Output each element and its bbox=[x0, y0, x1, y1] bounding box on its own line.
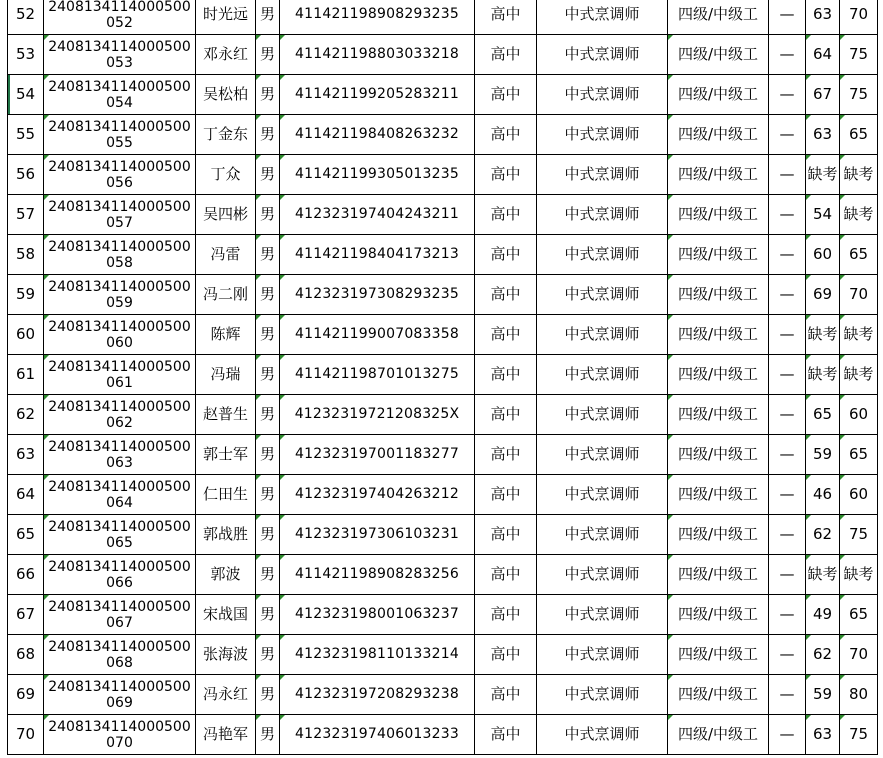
score-table bbox=[7, 0, 878, 755]
id-number-cell[interactable]: 412323198110133214 bbox=[280, 635, 475, 675]
occupation-cell[interactable]: 中式烹调师 bbox=[537, 235, 668, 275]
practical-score-cell[interactable]: 缺考 bbox=[840, 155, 878, 195]
id-number-cell[interactable]: 412323197406013233 bbox=[280, 715, 475, 755]
id-number-cell[interactable]: 411421199305013235 bbox=[280, 155, 475, 195]
education-cell[interactable]: 高中 bbox=[475, 355, 537, 395]
practical-score-cell[interactable]: 缺考 bbox=[840, 355, 878, 395]
name-cell[interactable]: 丁众 bbox=[196, 155, 256, 195]
name-cell[interactable]: 时光远 bbox=[196, 0, 256, 35]
education-cell[interactable]: 高中 bbox=[475, 475, 537, 515]
dash-cell[interactable]: — bbox=[769, 155, 806, 195]
ticket-id-cell[interactable]: 2408134114000500057 bbox=[44, 195, 196, 235]
practical-score-cell[interactable]: 75 bbox=[840, 75, 878, 115]
practical-score-cell[interactable]: 75 bbox=[840, 515, 878, 555]
theory-score-cell[interactable]: 62 bbox=[806, 515, 840, 555]
id-number-cell[interactable]: 412323198001063237 bbox=[280, 595, 475, 635]
level-cell[interactable]: 四级/中级工 bbox=[668, 115, 769, 155]
ticket-id-cell[interactable]: 2408134114000500061 bbox=[44, 355, 196, 395]
level-cell[interactable]: 四级/中级工 bbox=[668, 555, 769, 595]
practical-score-cell[interactable]: 65 bbox=[840, 435, 878, 475]
dash-cell[interactable]: — bbox=[769, 715, 806, 755]
gender-cell[interactable]: 男 bbox=[256, 435, 280, 475]
education-cell[interactable]: 高中 bbox=[475, 275, 537, 315]
table-row bbox=[8, 0, 878, 35]
ticket-id-cell[interactable]: 2408134114000500063 bbox=[44, 435, 196, 475]
occupation-cell[interactable]: 中式烹调师 bbox=[537, 675, 668, 715]
occupation-cell[interactable]: 中式烹调师 bbox=[537, 715, 668, 755]
ticket-id-cell[interactable]: 2408134114000500070 bbox=[44, 715, 196, 755]
name-cell[interactable]: 张海波 bbox=[196, 635, 256, 675]
ticket-id-cell[interactable]: 2408134114000500062 bbox=[44, 395, 196, 435]
occupation-cell[interactable]: 中式烹调师 bbox=[537, 435, 668, 475]
practical-score-cell[interactable]: 65 bbox=[840, 595, 878, 635]
level-cell[interactable]: 四级/中级工 bbox=[668, 635, 769, 675]
theory-score-cell[interactable]: 63 bbox=[806, 0, 840, 35]
level-cell[interactable]: 四级/中级工 bbox=[668, 235, 769, 275]
ticket-id-cell[interactable]: 2408134114000500059 bbox=[44, 275, 196, 315]
level-cell[interactable]: 四级/中级工 bbox=[668, 595, 769, 635]
row-number-cell[interactable]: 62 bbox=[8, 395, 44, 435]
dash-cell[interactable]: — bbox=[769, 355, 806, 395]
theory-score-cell[interactable]: 49 bbox=[806, 595, 840, 635]
name-cell[interactable]: 陈辉 bbox=[196, 315, 256, 355]
row-number-cell[interactable]: 61 bbox=[8, 355, 44, 395]
theory-score-cell[interactable]: 67 bbox=[806, 75, 840, 115]
row-number-cell[interactable]: 66 bbox=[8, 555, 44, 595]
table-row bbox=[8, 675, 878, 715]
id-number-cell[interactable]: 412323197001183277 bbox=[280, 435, 475, 475]
id-number-cell[interactable]: 411421198701013275 bbox=[280, 355, 475, 395]
occupation-cell[interactable]: 中式烹调师 bbox=[537, 595, 668, 635]
occupation-cell[interactable]: 中式烹调师 bbox=[537, 355, 668, 395]
education-cell[interactable]: 高中 bbox=[475, 515, 537, 555]
gender-cell[interactable]: 男 bbox=[256, 235, 280, 275]
sheet-edge bbox=[879, 0, 883, 758]
gender-cell[interactable]: 男 bbox=[256, 395, 280, 435]
name-cell[interactable]: 冯瑞 bbox=[196, 355, 256, 395]
theory-score-cell[interactable]: 缺考 bbox=[806, 155, 840, 195]
level-cell[interactable]: 四级/中级工 bbox=[668, 715, 769, 755]
table-row bbox=[8, 115, 878, 155]
id-number-cell[interactable]: 412323197306103231 bbox=[280, 515, 475, 555]
level-cell[interactable]: 四级/中级工 bbox=[668, 75, 769, 115]
id-number-cell[interactable]: 411421198908293235 bbox=[280, 0, 475, 35]
dash-cell[interactable]: — bbox=[769, 35, 806, 75]
theory-score-cell[interactable]: 59 bbox=[806, 435, 840, 475]
name-cell[interactable]: 冯永红 bbox=[196, 675, 256, 715]
row-number-cell[interactable]: 65 bbox=[8, 515, 44, 555]
theory-score-cell[interactable]: 60 bbox=[806, 235, 840, 275]
name-cell[interactable]: 郭波 bbox=[196, 555, 256, 595]
row-number-cell[interactable]: 60 bbox=[8, 315, 44, 355]
dash-cell[interactable]: — bbox=[769, 0, 806, 35]
occupation-cell[interactable]: 中式烹调师 bbox=[537, 395, 668, 435]
table-row bbox=[8, 475, 878, 515]
education-cell[interactable]: 高中 bbox=[475, 715, 537, 755]
id-number-cell[interactable]: 411421198908283256 bbox=[280, 555, 475, 595]
dash-cell[interactable]: — bbox=[769, 515, 806, 555]
practical-score-cell[interactable]: 65 bbox=[840, 235, 878, 275]
level-cell[interactable]: 四级/中级工 bbox=[668, 355, 769, 395]
education-cell[interactable]: 高中 bbox=[475, 595, 537, 635]
table-row bbox=[8, 235, 878, 275]
row-number-cell[interactable]: 70 bbox=[8, 715, 44, 755]
table-row bbox=[8, 635, 878, 675]
dash-cell[interactable]: — bbox=[769, 475, 806, 515]
ticket-id-cell[interactable]: 2408134114000500066 bbox=[44, 555, 196, 595]
id-number-cell[interactable]: 411421199007083358 bbox=[280, 315, 475, 355]
table-row bbox=[8, 155, 878, 195]
level-cell[interactable]: 四级/中级工 bbox=[668, 0, 769, 35]
occupation-cell[interactable]: 中式烹调师 bbox=[537, 635, 668, 675]
ticket-id-cell[interactable]: 2408134114000500068 bbox=[44, 635, 196, 675]
row-number-cell[interactable]: 58 bbox=[8, 235, 44, 275]
occupation-cell[interactable]: 中式烹调师 bbox=[537, 315, 668, 355]
education-cell[interactable]: 高中 bbox=[475, 115, 537, 155]
row-number-cell[interactable]: 64 bbox=[8, 475, 44, 515]
education-cell[interactable]: 高中 bbox=[475, 155, 537, 195]
table-row bbox=[8, 715, 878, 755]
level-cell[interactable]: 四级/中级工 bbox=[668, 435, 769, 475]
gender-cell[interactable]: 男 bbox=[256, 195, 280, 235]
name-cell[interactable]: 宋战国 bbox=[196, 595, 256, 635]
education-cell[interactable]: 高中 bbox=[475, 555, 537, 595]
gender-cell[interactable]: 男 bbox=[256, 555, 280, 595]
id-number-cell[interactable]: 411421199205283211 bbox=[280, 75, 475, 115]
dash-cell[interactable]: — bbox=[769, 115, 806, 155]
theory-score-cell[interactable]: 62 bbox=[806, 635, 840, 675]
row-number-cell[interactable]: 67 bbox=[8, 595, 44, 635]
id-number-cell[interactable]: 411421198408263232 bbox=[280, 115, 475, 155]
education-cell[interactable]: 高中 bbox=[475, 75, 537, 115]
occupation-cell[interactable]: 中式烹调师 bbox=[537, 0, 668, 35]
practical-score-cell[interactable]: 70 bbox=[840, 0, 878, 35]
practical-score-cell[interactable]: 70 bbox=[840, 275, 878, 315]
dash-cell[interactable]: — bbox=[769, 235, 806, 275]
id-number-cell[interactable]: 412323197404243211 bbox=[280, 195, 475, 235]
theory-score-cell[interactable]: 缺考 bbox=[806, 555, 840, 595]
gender-cell[interactable]: 男 bbox=[256, 115, 280, 155]
id-number-cell[interactable]: 412323197308293235 bbox=[280, 275, 475, 315]
dash-cell[interactable]: — bbox=[769, 75, 806, 115]
row-number-cell[interactable]: 68 bbox=[8, 635, 44, 675]
occupation-cell[interactable]: 中式烹调师 bbox=[537, 35, 668, 75]
level-cell[interactable]: 四级/中级工 bbox=[668, 515, 769, 555]
table-row bbox=[8, 315, 878, 355]
ticket-id-cell[interactable]: 2408134114000500058 bbox=[44, 235, 196, 275]
gender-cell[interactable]: 男 bbox=[256, 275, 280, 315]
education-cell[interactable]: 高中 bbox=[475, 35, 537, 75]
level-cell[interactable]: 四级/中级工 bbox=[668, 395, 769, 435]
occupation-cell[interactable]: 中式烹调师 bbox=[537, 475, 668, 515]
theory-score-cell[interactable]: 缺考 bbox=[806, 355, 840, 395]
name-cell[interactable]: 邓永红 bbox=[196, 35, 256, 75]
name-cell[interactable]: 冯二刚 bbox=[196, 275, 256, 315]
education-cell[interactable]: 高中 bbox=[475, 435, 537, 475]
theory-score-cell[interactable]: 69 bbox=[806, 275, 840, 315]
id-number-cell[interactable]: 412323197208293238 bbox=[280, 675, 475, 715]
theory-score-cell[interactable]: 65 bbox=[806, 395, 840, 435]
occupation-cell[interactable]: 中式烹调师 bbox=[537, 75, 668, 115]
gender-cell[interactable]: 男 bbox=[256, 35, 280, 75]
occupation-cell[interactable]: 中式烹调师 bbox=[537, 275, 668, 315]
theory-score-cell[interactable]: 54 bbox=[806, 195, 840, 235]
dash-cell[interactable]: — bbox=[769, 195, 806, 235]
education-cell[interactable]: 高中 bbox=[475, 635, 537, 675]
gender-cell[interactable]: 男 bbox=[256, 635, 280, 675]
occupation-cell[interactable]: 中式烹调师 bbox=[537, 515, 668, 555]
name-cell[interactable]: 冯艳军 bbox=[196, 715, 256, 755]
ticket-id-cell[interactable]: 2408134114000500053 bbox=[44, 35, 196, 75]
gender-cell[interactable]: 男 bbox=[256, 315, 280, 355]
practical-score-cell[interactable]: 缺考 bbox=[840, 555, 878, 595]
theory-score-cell[interactable]: 64 bbox=[806, 35, 840, 75]
practical-score-cell[interactable]: 65 bbox=[840, 115, 878, 155]
dash-cell[interactable]: — bbox=[769, 635, 806, 675]
gender-cell[interactable]: 男 bbox=[256, 515, 280, 555]
table-row bbox=[8, 355, 878, 395]
row-number-cell[interactable]: 57 bbox=[8, 195, 44, 235]
practical-score-cell[interactable]: 75 bbox=[840, 35, 878, 75]
row-number-cell[interactable]: 52 bbox=[8, 0, 44, 35]
gender-cell[interactable]: 男 bbox=[256, 155, 280, 195]
theory-score-cell[interactable]: 缺考 bbox=[806, 315, 840, 355]
ticket-id-cell[interactable]: 2408134114000500067 bbox=[44, 595, 196, 635]
practical-score-cell[interactable]: 缺考 bbox=[840, 195, 878, 235]
gender-cell[interactable]: 男 bbox=[256, 75, 280, 115]
education-cell[interactable]: 高中 bbox=[475, 235, 537, 275]
ticket-id-cell[interactable]: 2408134114000500069 bbox=[44, 675, 196, 715]
row-number-cell[interactable]: 54 bbox=[8, 75, 44, 115]
dash-cell[interactable]: — bbox=[769, 555, 806, 595]
ticket-id-cell[interactable]: 2408134114000500056 bbox=[44, 155, 196, 195]
occupation-cell[interactable]: 中式烹调师 bbox=[537, 155, 668, 195]
gender-cell[interactable]: 男 bbox=[256, 0, 280, 35]
education-cell[interactable]: 高中 bbox=[475, 0, 537, 35]
education-cell[interactable]: 高中 bbox=[475, 195, 537, 235]
theory-score-cell[interactable]: 46 bbox=[806, 475, 840, 515]
name-cell[interactable]: 吴松柏 bbox=[196, 75, 256, 115]
ticket-id-cell[interactable]: 2408134114000500065 bbox=[44, 515, 196, 555]
occupation-cell[interactable]: 中式烹调师 bbox=[537, 555, 668, 595]
gender-cell[interactable]: 男 bbox=[256, 475, 280, 515]
practical-score-cell[interactable]: 80 bbox=[840, 675, 878, 715]
dash-cell[interactable]: — bbox=[769, 275, 806, 315]
level-cell[interactable]: 四级/中级工 bbox=[668, 475, 769, 515]
ticket-id-cell[interactable]: 2408134114000500064 bbox=[44, 475, 196, 515]
table-row bbox=[8, 275, 878, 315]
table-row bbox=[8, 75, 878, 115]
name-cell[interactable]: 吴四彬 bbox=[196, 195, 256, 235]
table-row bbox=[8, 195, 878, 235]
row-number-cell[interactable]: 55 bbox=[8, 115, 44, 155]
row-number-cell[interactable]: 56 bbox=[8, 155, 44, 195]
dash-cell[interactable]: — bbox=[769, 315, 806, 355]
occupation-cell[interactable]: 中式烹调师 bbox=[537, 115, 668, 155]
name-cell[interactable]: 冯雷 bbox=[196, 235, 256, 275]
dash-cell[interactable]: — bbox=[769, 435, 806, 475]
table-row bbox=[8, 35, 878, 75]
table-row bbox=[8, 595, 878, 635]
gender-cell[interactable]: 男 bbox=[256, 715, 280, 755]
ticket-id-cell[interactable]: 2408134114000500054 bbox=[44, 75, 196, 115]
row-number-cell[interactable]: 53 bbox=[8, 35, 44, 75]
ticket-id-cell[interactable]: 2408134114000500052 bbox=[44, 0, 196, 35]
practical-score-cell[interactable]: 60 bbox=[840, 395, 878, 435]
gender-cell[interactable]: 男 bbox=[256, 355, 280, 395]
level-cell[interactable]: 四级/中级工 bbox=[668, 195, 769, 235]
theory-score-cell[interactable]: 63 bbox=[806, 715, 840, 755]
education-cell[interactable]: 高中 bbox=[475, 395, 537, 435]
name-cell[interactable]: 仁田生 bbox=[196, 475, 256, 515]
dash-cell[interactable]: — bbox=[769, 395, 806, 435]
education-cell[interactable]: 高中 bbox=[475, 675, 537, 715]
education-cell[interactable]: 高中 bbox=[475, 315, 537, 355]
row-number-cell[interactable]: 69 bbox=[8, 675, 44, 715]
row-number-cell[interactable]: 63 bbox=[8, 435, 44, 475]
table-row bbox=[8, 555, 878, 595]
theory-score-cell[interactable]: 63 bbox=[806, 115, 840, 155]
row-number-cell[interactable]: 59 bbox=[8, 275, 44, 315]
practical-score-cell[interactable]: 75 bbox=[840, 715, 878, 755]
practical-score-cell[interactable]: 缺考 bbox=[840, 315, 878, 355]
theory-score-cell[interactable]: 59 bbox=[806, 675, 840, 715]
ticket-id-cell[interactable]: 2408134114000500060 bbox=[44, 315, 196, 355]
level-cell[interactable]: 四级/中级工 bbox=[668, 315, 769, 355]
dash-cell[interactable]: — bbox=[769, 595, 806, 635]
gender-cell[interactable]: 男 bbox=[256, 595, 280, 635]
practical-score-cell[interactable]: 60 bbox=[840, 475, 878, 515]
name-cell[interactable]: 丁金东 bbox=[196, 115, 256, 155]
gender-cell[interactable]: 男 bbox=[256, 675, 280, 715]
name-cell[interactable]: 郭战胜 bbox=[196, 515, 256, 555]
level-cell[interactable]: 四级/中级工 bbox=[668, 155, 769, 195]
occupation-cell[interactable]: 中式烹调师 bbox=[537, 195, 668, 235]
level-cell[interactable]: 四级/中级工 bbox=[668, 275, 769, 315]
dash-cell[interactable]: — bbox=[769, 675, 806, 715]
name-cell[interactable]: 赵普生 bbox=[196, 395, 256, 435]
table-row bbox=[8, 395, 878, 435]
table-row bbox=[8, 515, 878, 555]
ticket-id-cell[interactable]: 2408134114000500055 bbox=[44, 115, 196, 155]
id-number-cell[interactable]: 411421198803033218 bbox=[280, 35, 475, 75]
name-cell[interactable]: 郭士军 bbox=[196, 435, 256, 475]
level-cell[interactable]: 四级/中级工 bbox=[668, 675, 769, 715]
table-row bbox=[8, 435, 878, 475]
level-cell[interactable]: 四级/中级工 bbox=[668, 35, 769, 75]
id-number-cell[interactable]: 411421198404173213 bbox=[280, 235, 475, 275]
practical-score-cell[interactable]: 70 bbox=[840, 635, 878, 675]
id-number-cell[interactable]: 41232319721208325X bbox=[280, 395, 475, 435]
id-number-cell[interactable]: 412323197404263212 bbox=[280, 475, 475, 515]
